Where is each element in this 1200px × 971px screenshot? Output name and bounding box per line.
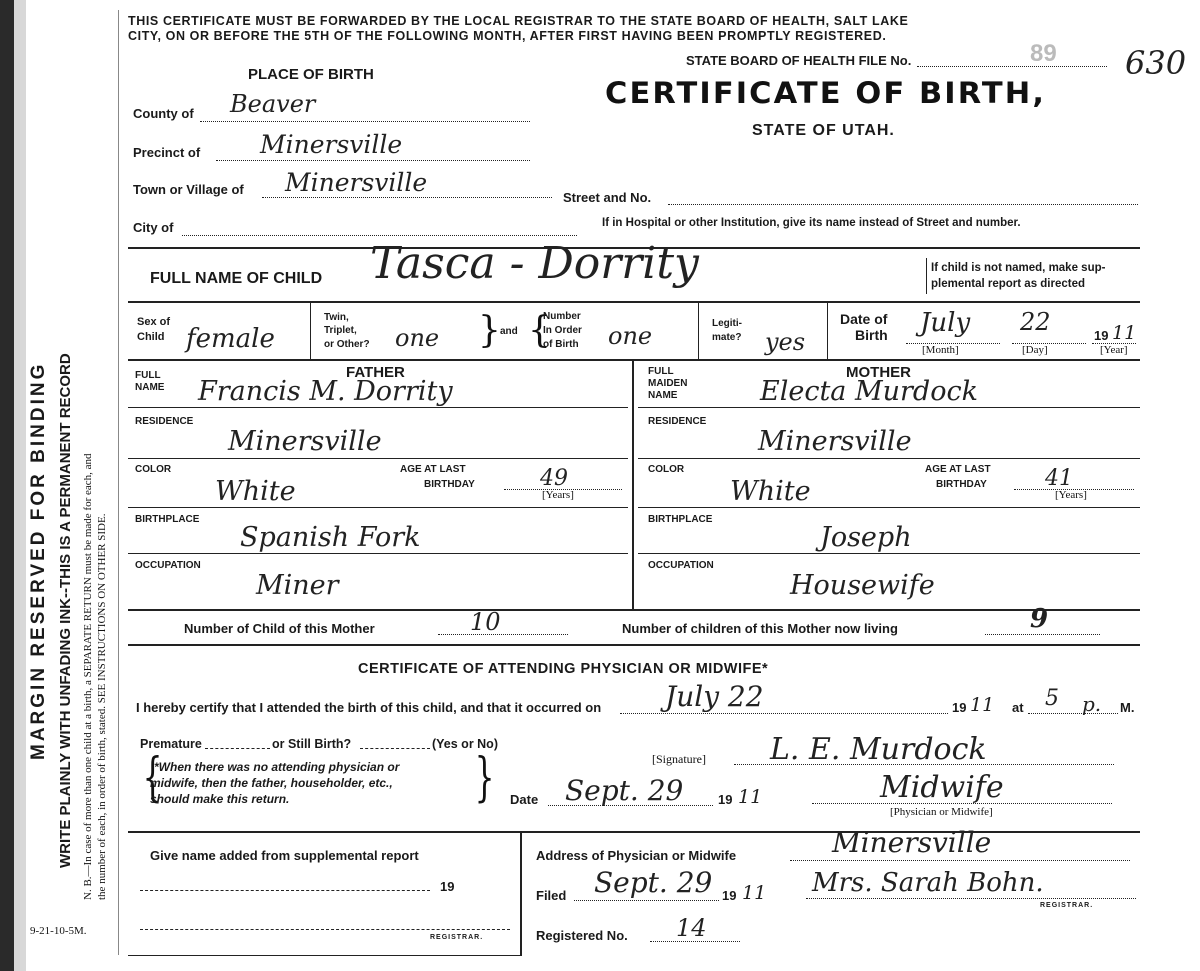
brace-1: } bbox=[478, 310, 501, 351]
date-year-value: 11 bbox=[1112, 322, 1137, 344]
legit-1: Legiti- bbox=[712, 318, 742, 329]
date-month-value: July bbox=[920, 308, 971, 338]
rule-parents-top bbox=[128, 359, 1140, 361]
father-name-value: Francis M. Dorrity bbox=[198, 376, 453, 407]
certificate-title: CERTIFICATE OF BIRTH, bbox=[605, 76, 1047, 110]
supplemental-text: Give name added from supplemental report bbox=[150, 848, 419, 863]
unnamed-bracket bbox=[926, 258, 927, 294]
father-occupation-value: Miner bbox=[256, 570, 339, 601]
mother-residence-value: Minersville bbox=[758, 426, 912, 457]
place-heading: PLACE OF BIRTH bbox=[248, 66, 374, 83]
number-child-value: 10 bbox=[470, 608, 501, 636]
registered-value: 14 bbox=[676, 914, 707, 942]
certify-pm-m: M. bbox=[1120, 700, 1135, 715]
margin-nb-line-1: N. B.—In case of more than one child at a birth, a SEPARATE RETURN must be made for each, and bbox=[82, 453, 94, 900]
file-no-line bbox=[917, 66, 1107, 67]
fullname-label: FULL NAME OF CHILD bbox=[150, 270, 323, 287]
rule-m3 bbox=[638, 507, 1140, 508]
father-birthplace-label: BIRTHPLACE bbox=[135, 514, 200, 525]
month-caption: [Month] bbox=[922, 344, 959, 356]
mother-birthplace-value: Joseph bbox=[820, 522, 912, 553]
torn-edge-light bbox=[14, 0, 26, 971]
note-line-2: midwife, then the father, householder, etc., bbox=[150, 776, 393, 790]
rule-f4 bbox=[128, 553, 628, 554]
order-3: of Birth bbox=[543, 339, 579, 350]
mother-color-label: COLOR bbox=[648, 464, 685, 475]
father-residence-value: Minersville bbox=[228, 426, 382, 457]
filed-year-prefix: 19 bbox=[722, 888, 737, 903]
margin-binding-text: MARGIN RESERVED FOR BINDING bbox=[28, 361, 49, 760]
div-legit bbox=[827, 303, 828, 359]
street-label: Street and No. bbox=[563, 190, 652, 205]
registered-label: Registered No. bbox=[536, 928, 628, 943]
certify-year-prefix: 19 bbox=[952, 700, 967, 715]
note-line-1: *When there was no attending physician or bbox=[154, 760, 400, 774]
file-no-label: STATE BOARD OF HEALTH FILE No. bbox=[686, 53, 912, 68]
mother-occupation-value: Housewife bbox=[790, 570, 935, 601]
twin-2: Triplet, bbox=[324, 325, 357, 336]
physician-heading: CERTIFICATE OF ATTENDING PHYSICIAN OR MIDWIFE* bbox=[358, 661, 769, 677]
order-value: one bbox=[608, 322, 653, 350]
living-label: Number of children of this Mother now living bbox=[622, 621, 898, 636]
mother-name-label-3: NAME bbox=[648, 390, 678, 401]
year-caption: [Year] bbox=[1100, 344, 1128, 356]
certify-pm-p: p. bbox=[1082, 692, 1102, 716]
order-2: In Order bbox=[543, 325, 582, 336]
city-line bbox=[182, 235, 577, 236]
twin-1: Twin, bbox=[324, 312, 349, 323]
father-years-caption: [Years] bbox=[542, 489, 574, 501]
still-line bbox=[360, 748, 430, 749]
phys-title-caption: [Physician or Midwife] bbox=[890, 806, 993, 818]
unnamed-note-1: If child is not named, make sup- bbox=[931, 262, 1106, 274]
brace-2: { bbox=[528, 310, 551, 351]
date-label-2: Birth bbox=[855, 327, 888, 343]
premature-line bbox=[205, 748, 270, 749]
rule-counts-top bbox=[128, 609, 1140, 611]
county-line bbox=[200, 121, 530, 122]
yes-no-label: (Yes or No) bbox=[432, 737, 498, 751]
header-notice-line-1: THIS CERTIFICATE MUST BE FORWARDED BY THE LOCAL REGISTRAR TO THE STATE BOARD OF HEALTH, SALT LAKE bbox=[128, 14, 909, 28]
mother-birthplace-label: BIRTHPLACE bbox=[648, 514, 713, 525]
father-age-value: 49 bbox=[540, 466, 568, 491]
mother-age-label-2: BIRTHDAY bbox=[936, 479, 987, 490]
margin-unfading-text: WRITE PLAINLY WITH UNFADING INK--THIS IS A PERMANENT RECORD bbox=[57, 353, 74, 868]
certify-date-value: July 22 bbox=[665, 680, 764, 713]
rule-bottom-base bbox=[128, 955, 522, 956]
supplemental-year: 19 bbox=[440, 879, 455, 894]
father-name-label-1: FULL bbox=[135, 370, 161, 381]
phys-date-year-prefix: 19 bbox=[718, 792, 733, 807]
county-label: County of bbox=[133, 106, 194, 121]
living-value: 9 bbox=[1030, 604, 1049, 634]
signature-value: L. E. Murdock bbox=[770, 732, 987, 767]
phys-title-value: Midwife bbox=[880, 770, 1004, 805]
street-line bbox=[668, 204, 1138, 205]
precinct-line bbox=[216, 160, 530, 161]
mother-residence-label: RESIDENCE bbox=[648, 416, 707, 427]
father-name-label-2: NAME bbox=[135, 382, 165, 393]
number-child-line bbox=[438, 634, 568, 635]
mother-years-caption: [Years] bbox=[1055, 489, 1087, 501]
note-line-3: should make this return. bbox=[150, 792, 290, 806]
supplemental-registrar-line bbox=[140, 929, 510, 930]
premature-label: Premature bbox=[140, 737, 202, 751]
signature-label: [Signature] bbox=[652, 752, 706, 766]
day-caption: [Day] bbox=[1022, 344, 1048, 356]
mother-age-value: 41 bbox=[1045, 466, 1073, 491]
certify-date-line bbox=[620, 713, 948, 714]
father-color-label: COLOR bbox=[135, 464, 172, 475]
legit-value: yes bbox=[765, 328, 806, 356]
mother-heading: MOTHER bbox=[846, 364, 911, 381]
town-line bbox=[262, 197, 552, 198]
legit-2: mate? bbox=[712, 332, 742, 343]
registrar-name: Mrs. Sarah Bohn. bbox=[812, 868, 1044, 898]
rule-m4 bbox=[638, 553, 1140, 554]
supplemental-line bbox=[140, 890, 430, 891]
rule-f3 bbox=[128, 507, 628, 508]
address-line bbox=[790, 860, 1130, 861]
address-label: Address of Physician or Midwife bbox=[536, 848, 737, 863]
phys-date-value: Sept. 29 bbox=[565, 774, 684, 807]
twin-value: one bbox=[395, 324, 440, 352]
mother-occupation-label: OCCUPATION bbox=[648, 560, 714, 571]
supplemental-registrar: REGISTRAR. bbox=[430, 934, 484, 941]
rule-counts-bottom bbox=[128, 644, 1140, 646]
certify-time-line bbox=[1028, 713, 1118, 714]
phys-date-label: Date bbox=[510, 792, 539, 807]
order-1: Number bbox=[543, 311, 581, 322]
rule-m1 bbox=[638, 407, 1140, 408]
filed-year: 11 bbox=[742, 882, 767, 904]
date-year-prefix: 19 bbox=[1094, 328, 1109, 343]
town-value: Minersville bbox=[285, 168, 428, 197]
filed-line bbox=[574, 900, 719, 901]
header-notice-line-2: CITY, ON OR BEFORE THE 5TH OF THE FOLLOWING MONTH, AFTER FIRST HAVING BEEN PROMPTLY REGISTERED. bbox=[128, 29, 887, 43]
and-label: and bbox=[500, 326, 518, 337]
mother-name-label-1: FULL bbox=[648, 366, 674, 377]
father-age-label-2: BIRTHDAY bbox=[424, 479, 475, 490]
precinct-value: Minersville bbox=[260, 130, 403, 159]
father-occupation-label: OCCUPATION bbox=[135, 560, 201, 571]
mother-age-label-1: AGE AT LAST bbox=[925, 464, 991, 475]
rule-f2 bbox=[128, 458, 628, 459]
rule-f1 bbox=[128, 407, 628, 408]
sex-value: female bbox=[186, 324, 275, 354]
father-birthplace-value: Spanish Fork bbox=[240, 522, 421, 553]
number-child-label: Number of Child of this Mother bbox=[184, 621, 375, 636]
mother-name-value: Electa Murdock bbox=[760, 376, 978, 407]
hospital-note: If in Hospital or other Institution, give its name instead of Street and number. bbox=[602, 217, 1021, 229]
margin-nb-line-2: the number of each, in order of birth, stated. SEE INSTRUCTIONS ON OTHER SIDE. bbox=[96, 513, 108, 900]
unnamed-note-2: plemental report as directed bbox=[931, 278, 1086, 290]
note-brace-left: { bbox=[142, 748, 163, 808]
certify-text: I hereby certify that I attended the birth of this child, and that it occurred on bbox=[136, 700, 602, 715]
phys-date-year: 11 bbox=[738, 786, 763, 808]
father-residence-label: RESIDENCE bbox=[135, 416, 194, 427]
div-sex bbox=[310, 303, 311, 359]
still-label: or Still Birth? bbox=[272, 737, 352, 751]
living-line bbox=[985, 634, 1100, 635]
certify-at: at bbox=[1012, 700, 1024, 715]
certify-year-value: 11 bbox=[970, 694, 995, 716]
date-label-1: Date of bbox=[840, 311, 888, 327]
mother-color-value: White bbox=[730, 476, 811, 507]
fullname-value: Tasca - Dorrity bbox=[370, 238, 699, 289]
registrar-caption: REGISTRAR. bbox=[1040, 902, 1094, 909]
margin-rule bbox=[118, 10, 119, 955]
rule-parents-middle bbox=[632, 359, 634, 609]
father-age-label-1: AGE AT LAST bbox=[400, 464, 466, 475]
mother-name-label-2: MAIDEN bbox=[648, 378, 688, 389]
note-brace-right: } bbox=[474, 748, 495, 808]
form-code: 9-21-10-5M. bbox=[30, 925, 87, 937]
filed-label: Filed bbox=[536, 888, 567, 903]
county-value: Beaver bbox=[230, 90, 316, 118]
sex-label-2: Child bbox=[137, 331, 165, 343]
rule-bottom-middle bbox=[520, 831, 522, 955]
town-label: Town or Village of bbox=[133, 182, 244, 197]
sex-label-1: Sex of bbox=[137, 316, 171, 328]
registrar-line bbox=[806, 898, 1136, 899]
certify-time-value: 5 bbox=[1045, 686, 1059, 711]
filed-value: Sept. 29 bbox=[594, 866, 713, 899]
twin-3: or Other? bbox=[324, 339, 370, 350]
date-day-value: 22 bbox=[1020, 308, 1051, 336]
corner-number: 630 bbox=[1125, 44, 1187, 82]
precinct-label: Precinct of bbox=[133, 145, 201, 160]
city-label: City of bbox=[133, 220, 174, 235]
state-label: STATE OF UTAH. bbox=[752, 122, 895, 139]
rule-sex-top bbox=[128, 301, 1140, 303]
rule-m2 bbox=[638, 458, 1140, 459]
div-order bbox=[698, 303, 699, 359]
address-value: Minersville bbox=[832, 826, 992, 859]
father-heading: FATHER bbox=[346, 364, 405, 381]
father-color-value: White bbox=[215, 476, 296, 507]
file-no-value: 89 bbox=[1030, 40, 1057, 67]
